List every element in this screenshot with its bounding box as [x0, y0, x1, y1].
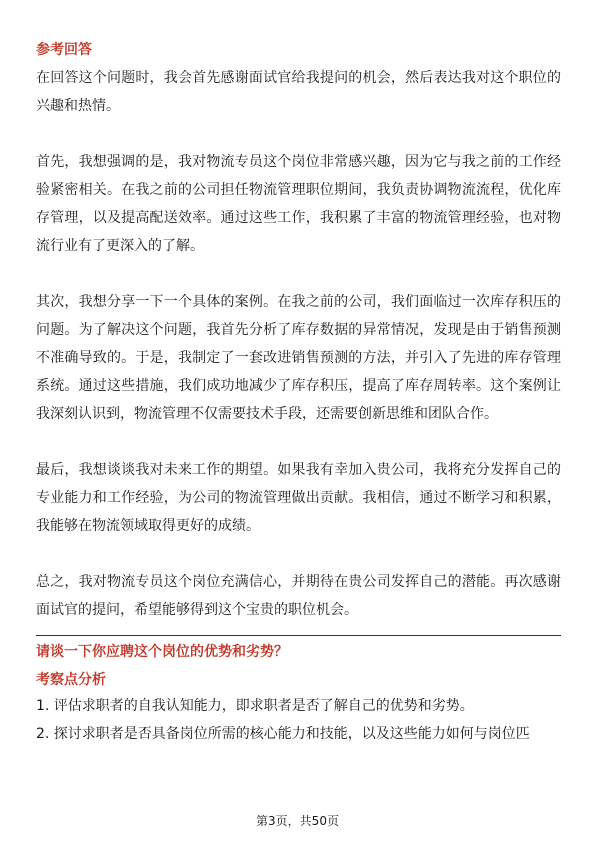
paragraph-summary: 总之，我对物流专员这个岗位充满信心，并期待在贵公司发挥自己的潜能。再次感谢面试官的提问，希望能够得到这个宝贵的职位机会。: [36, 574, 561, 618]
analysis-item-2: 2. 探讨求职者是否具备岗位所需的核心能力和技能，以及这些能力如何与岗位匹: [36, 726, 530, 742]
next-question-title: 请谈一下你应聘这个岗位的优势和劣势？: [36, 644, 288, 660]
analysis-item-1: 1. 评估求职者的自我认知能力，即求职者是否了解自己的优势和劣势。: [36, 698, 474, 714]
analysis-heading: 考察点分析: [36, 672, 106, 688]
page-number-footer: 第3页，共50页: [256, 814, 339, 828]
paragraph-gap: [36, 120, 561, 148]
page-content: [36, 40, 561, 748]
answer-heading: 参考回答: [36, 42, 92, 58]
section-divider: [36, 635, 561, 636]
paragraph-second: 其次，我想分享一下一个具体的案例。在我之前的公司，我们面临过一次库存积压的问题。为了解决这个问题，我首先分析了库存数据的异常情况，发现是由于销售预测不准确导致的。于是，我制定了一套改进销售预测的方法，并引入了先进的库存管理系统。通过这些措施，我们成功地减少了库存积压，提高了库存周转率。这个案例让我深刻认识到，物流管理不仅需要技术手段，还需要创新思维和团队合作。: [36, 294, 561, 422]
paragraph-gap: [36, 540, 561, 568]
paragraph-first: 首先，我想强调的是，我对物流专员这个岗位非常感兴趣，因为它与我之前的工作经验紧密相关。在我之前的公司担任物流管理职位期间，我负责协调物流流程，优化库存管理，以及提高配送效率。通过这些工作，我积累了丰富的物流管理经验，也对物流行业有了更深入的了解。: [36, 154, 561, 254]
paragraph-last: 最后，我想谈谈我对未来工作的期望。如果我有幸加入贵公司，我将充分发挥自己的专业能力和工作经验，为公司的物流管理做出贡献。我相信，通过不断学习和积累，我能够在物流领域取得更好的成绩。: [36, 462, 561, 534]
paragraph-gap: [36, 260, 561, 288]
paragraph-gap: [36, 428, 561, 456]
paragraph-intro: 在回答这个问题时，我会首先感谢面试官给我提问的机会，然后表达我对这个职位的兴趣和热情。: [36, 70, 561, 114]
